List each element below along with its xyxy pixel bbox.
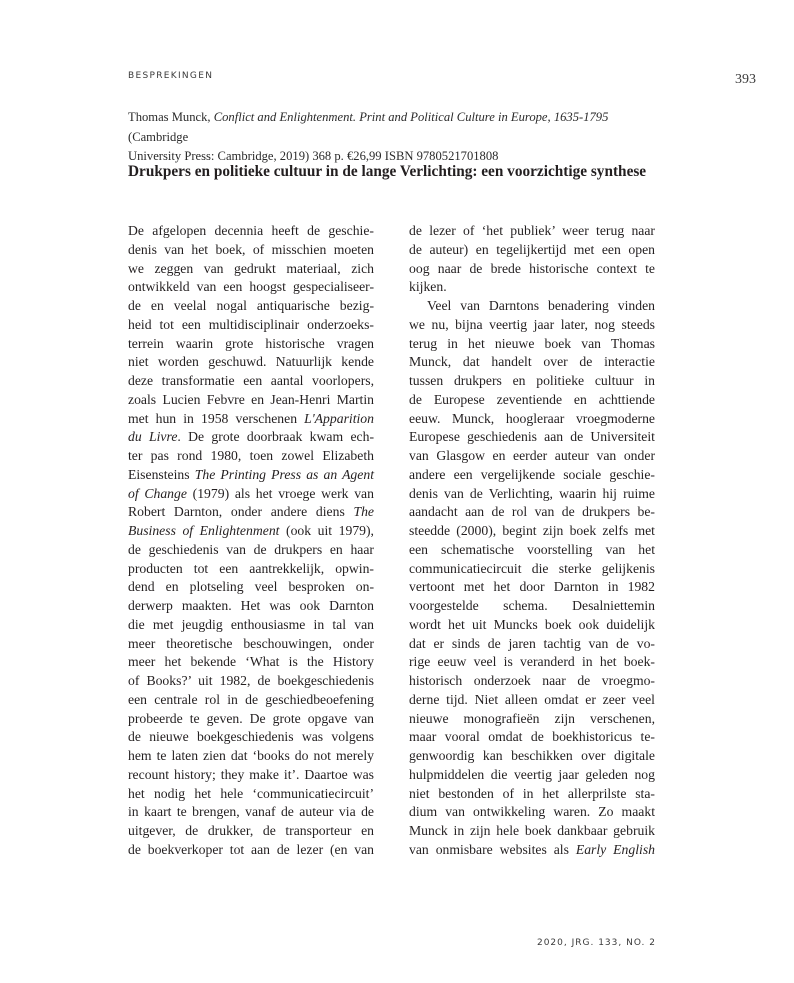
text-line: we zeggen van gedrukt materiaal, zich xyxy=(128,260,374,276)
text-line: de auteur) en tegelijkertijd met een open xyxy=(409,241,655,257)
text-line: die met jeugdig enthousiasme in tal van xyxy=(128,616,374,632)
text-line: dat er sinds de jaren tachtig van de vo- xyxy=(409,635,655,651)
text-line: maar vooral omdat de boekhistoricus te- xyxy=(409,729,655,745)
citation-publication: (Cambridge xyxy=(128,129,189,144)
text-line: denis van de Verlichting, waarin hij ruime xyxy=(409,485,655,501)
text-line: derne tijd. Niet alleen omdat er zeer veel xyxy=(409,691,655,707)
text-line: De afgelopen decennia heeft de geschie- xyxy=(128,223,374,238)
text-line: Europese geschiedenis aan de Universiteit xyxy=(409,429,655,445)
text-line: zoals Lucien Febvre en Jean-Henri Martin xyxy=(128,391,374,407)
text-line xyxy=(128,410,374,429)
text-line: meer het bekende ‘What is the History xyxy=(128,654,374,670)
text-line: andere een vergelijkende sociale geschie- xyxy=(409,466,655,482)
text-line: de Europese zeventiende en achttiende xyxy=(409,391,655,407)
body-column-right xyxy=(409,222,655,860)
text-line: Veel van Darntons benadering vinden xyxy=(427,298,655,313)
text-line: in kaart te brengen, vanaf de auteur via de xyxy=(128,804,374,820)
text-line xyxy=(128,466,374,485)
text-segment: Robert Darnton, onder andere diens xyxy=(128,504,354,520)
text-line: nieuwe monografieën zijn verschenen, xyxy=(409,710,655,726)
text-line: heid tot een multidisciplinair onderzoeks- xyxy=(128,316,374,332)
italic-title: of Change xyxy=(128,485,187,501)
text-line: derwerp maakten. Het was ook Darnton xyxy=(128,598,374,613)
text-segment: . De grote doorbraak kwam ech- xyxy=(177,429,375,445)
text-line: of Books?’ uit 1982, de boekgeschiedenis xyxy=(128,673,374,688)
italic-title: Business of Enlightenment xyxy=(128,523,280,538)
text-line: deze transformatie een aantal voorlopers, xyxy=(128,373,374,388)
text-line xyxy=(128,503,374,522)
review-title: Drukpers en politieke cultuur in de lange Verlichting: een voorzichtige synthese xyxy=(128,163,647,180)
text-line xyxy=(128,522,374,541)
text-line: een centrale rol in de geschiedbeoefening xyxy=(128,691,374,707)
text-line: steedde (2000), begint zijn boek zelfs met xyxy=(409,523,655,538)
italic-title: The Printing Press as an Agent xyxy=(194,466,375,482)
text-line: genwoordig kan beschikken over digitale xyxy=(409,748,655,763)
italic-title: du Livre xyxy=(128,429,178,445)
text-line xyxy=(128,428,374,447)
citation-book-title: Conflict and Enlightenment. Print and Political Culture in Europe, 1635-1795 xyxy=(213,110,609,124)
text-segment: van onmisbare websites als xyxy=(409,841,576,857)
text-line: uitgever, de drukker, de transporteur en xyxy=(128,823,374,838)
text-segment: (1979) als het vroege werk van xyxy=(186,485,374,501)
text-line xyxy=(409,841,655,860)
text-line: terrein waarin grote historische vragen xyxy=(128,335,374,351)
citation-author: Thomas Munck, xyxy=(128,110,214,124)
text-line: de nieuwe boekgeschiedenis was volgens xyxy=(128,729,374,745)
book-citation xyxy=(128,108,668,167)
citation-publication-details: University Press: Cambridge, 2019) 368 p. €26,99 ISBN 9780521701808 xyxy=(128,149,499,163)
text-line: het nodig het hele ‘communicatiecircuit’ xyxy=(128,785,374,801)
text-line: historisch onderzoek naar de vroegmo- xyxy=(409,673,655,688)
text-line: vertoont met het door Darnton in 1982 xyxy=(409,579,655,595)
text-line: we nu, bijna veertig jaar later, nog steeds xyxy=(409,316,655,332)
text-line: producten tot een aantrekkelijk, opwin- xyxy=(128,560,374,576)
text-line: oog naar de brede historische context te xyxy=(409,260,655,276)
text-line: een schematische voorstelling van het xyxy=(409,541,655,557)
text-line: aandacht aan de rol van de drukpers be- xyxy=(409,504,655,520)
text-segment: Eisensteins xyxy=(128,466,195,482)
text-line xyxy=(128,485,374,504)
text-line: eeuw. Munck, hoogleraar vroegmoderne xyxy=(409,410,655,426)
text-line: communicatiecircuit die sterke gelijkenis xyxy=(409,560,655,576)
text-line: Munck, dat handelt over de interactie xyxy=(409,354,655,370)
text-line: niet worden geschuwd. Natuurlijk kende xyxy=(128,354,374,370)
text-line: hem te laten zien dat ‘books do not merely xyxy=(128,748,374,763)
journal-issue-footer: 2020, JRG. 133, NO. 2 xyxy=(536,938,656,948)
text-line: de lezer of ‘het publiek’ weer terug naar xyxy=(409,223,655,238)
text-line: ontwikkeld van een hoogst gespecialiseer- xyxy=(128,279,374,295)
text-segment: (ook uit 1979), xyxy=(279,523,374,538)
text-line: meer theoretische beschouwingen, onder xyxy=(128,635,374,651)
text-line: denis van het boek, of misschien moeten xyxy=(128,241,374,257)
text-line: wordt het uit Muncks boek ook duidelijk xyxy=(409,616,655,632)
text-line: de geschiedenis van de drukpers en haar xyxy=(128,541,374,557)
text-segment: met hun in 1958 verschenen xyxy=(128,410,305,426)
italic-title: L'Apparition xyxy=(304,410,374,426)
text-line: van Glasgow en eerder auteur van onder xyxy=(409,448,655,463)
italic-title: Early English xyxy=(575,841,656,857)
text-line: kijken. xyxy=(409,279,447,295)
text-line: probeerde te geven. De grote opgave van xyxy=(128,710,374,726)
italic-title: The xyxy=(353,504,374,520)
text-line: recount history; they make it’. Daartoe was xyxy=(128,766,374,782)
text-line: voorgestelde schema. Desalniettemin xyxy=(409,598,655,613)
text-line: dend en plotseling veel besproken on- xyxy=(128,579,374,595)
text-line: rige eeuw veel is veranderd in het boek- xyxy=(409,654,655,670)
text-line: hulpmiddelen die veertig jaar geleden nog xyxy=(409,766,655,782)
text-line: Munck in zijn hele boek dankbaar gebruik xyxy=(409,823,655,838)
body-column-left xyxy=(128,222,374,860)
text-line: dium van ontwikkeling waren. Zo maakt xyxy=(409,804,655,820)
text-line: tussen drukpers en politieke cultuur in xyxy=(409,373,655,388)
running-head: BESPREKINGEN xyxy=(128,71,214,81)
text-line: niet bestonden of in het allerprilste sta- xyxy=(409,785,655,801)
text-line: de boekverkoper tot aan de lezer (en van xyxy=(128,841,374,857)
text-line: de en veelal nogal antiquarische bezig- xyxy=(128,298,374,313)
text-line: terug in het nieuwe boek van Thomas xyxy=(409,335,655,351)
text-line: ter pas rond 1980, toen zowel Elizabeth xyxy=(128,448,374,463)
page-number: 393 xyxy=(735,72,756,87)
